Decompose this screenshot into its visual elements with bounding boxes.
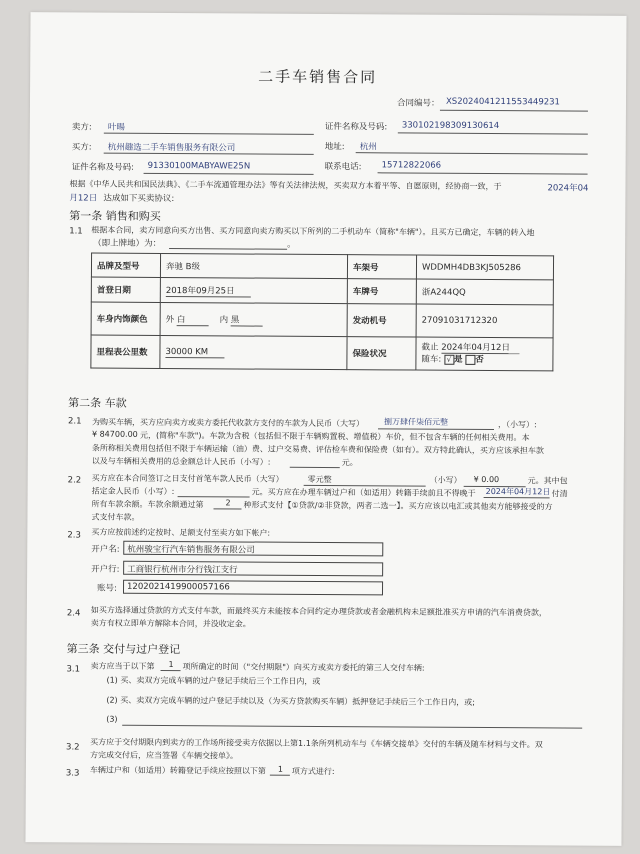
mileage-label: 里程表公里数 (91, 335, 160, 368)
p22-method: 2 (225, 498, 231, 508)
bank: 工商银行杭州市分行钱江支行 (127, 564, 238, 576)
p33-b: 项方式进行: (291, 766, 335, 777)
p11-text2-end: 。 (287, 239, 296, 250)
plate-value: 浙A244QQ (416, 279, 553, 305)
p31-no: 3.1 (66, 664, 81, 675)
p22-d: 括定金人民币（小写）: (91, 486, 175, 497)
seller-id-label: 证件名称及号码: (324, 121, 388, 133)
p21-d: 条所称相关费用包括但不限于车辆运输（油）费、过户交易费、评估检车费和保险费（如有）。双方特此确认，买方应该承担车款 (91, 443, 544, 456)
mileage-value: 30000 KM (160, 335, 347, 369)
p24-b: 卖方有权立即单方解除本合同，并没收定金。 (90, 618, 251, 629)
option-1: (1) 买、卖双方完成车辆的过户登记手续后三个工作日内，或 (106, 675, 321, 686)
p22-no: 2.2 (67, 475, 82, 486)
seller-id: 330102198309130614 (401, 120, 500, 132)
p23-text: 买方应按前述约定按时、足额支付至卖方如下帐户: (91, 527, 271, 538)
plate-label: 车牌号 (347, 279, 416, 304)
preamble-date-b: 月12日 (69, 193, 98, 204)
vehicle-table (90, 253, 554, 372)
p32-a: 买方应于交付期限内到卖方的工作场所接受卖方依据以上第1.1条所列机动车与《车辆交接单》交付的车辆及随车材料与文件。双 (90, 737, 543, 750)
contract-no-label: 合同编号： (396, 98, 440, 109)
p23-no: 2.3 (67, 530, 81, 541)
p22-date: 2024年04月12日 (485, 486, 551, 497)
p31-a: 卖方应当于以下第 (90, 661, 155, 671)
p21-amount-cn: 捌万肆仟柒佰元整 (384, 417, 449, 427)
p11-text2: （即上牌地）为： (93, 238, 162, 249)
phone: 15712822066 (381, 160, 442, 171)
article1-heading: 第一条 销售和购买 (69, 209, 161, 223)
contract-no: XS2024041211553449231 (445, 96, 561, 108)
p33-item: 1 (277, 764, 284, 774)
document-title: 二手车销售合同 (258, 67, 378, 87)
inner-color: 黑 (231, 313, 263, 326)
outer-color: 白 (177, 313, 209, 326)
engine-value: 27091031712320 (416, 304, 553, 338)
acct-name: 杭州骏宝行汽车销售服务有限公司 (127, 544, 255, 556)
p24-a: 如买方选择通过贷款的方式支付车款，而最终买方未能按本合同约定办理贷款或者金融机构未足额批准买方申请的汽车消费贷款， (90, 605, 547, 618)
acct-name-label: 开户名: (91, 544, 120, 555)
article3-heading: 第三条 交付与过户登记 (66, 642, 181, 657)
p22-c: 元。其中包 (527, 476, 568, 486)
p24-no: 2.4 (66, 608, 81, 619)
preamble-date-a: 2024年04 (547, 183, 589, 194)
acct-no: 1202021419900057166 (127, 581, 230, 593)
p21-e: 以及与车辆相关费用的总金额总计人民币（小写）: (91, 456, 271, 467)
acct-no-label: 账号: (96, 583, 117, 594)
insurance-value: 截止 2024年04月12日 随车: √ 是 否 (416, 337, 553, 371)
no-checkbox[interactable] (465, 354, 475, 364)
first-reg-label: 首登日期 (91, 277, 160, 302)
p21-a: 为购买车辆，买方应向卖方或卖方委托代收款方支付的车款为人民币（大写） (92, 417, 365, 429)
article2-heading: 第二条 车款 (68, 396, 127, 410)
vin-label: 车架号 (347, 255, 416, 279)
buyer-id-label: 证件名称及号码: (71, 162, 134, 173)
brand-value: 奔驰 B级 (160, 253, 347, 278)
address-label: 地址: (324, 141, 345, 153)
preamble-line1: 根据《中华人民共和国民法典》、《二手车流通管理办法》等有关法律法规，买卖双方本着平等、自愿原则，经协商一致，于 (69, 179, 502, 192)
phone-label: 联系电话: (324, 161, 362, 173)
vin-value: WDDMH4DB3KJ505286 (416, 255, 553, 280)
engine-label: 发动机号 (347, 304, 416, 337)
first-reg-value: 2018年09月25日 (160, 277, 347, 303)
p22-h: 种形式支付【①贷款/②非贷款，两者二选一】。买方应该以电汇或其他卖方能够接受的方 (243, 500, 553, 512)
p22-i: 式支付车款。 (91, 512, 140, 522)
p22-f: 付清 (551, 489, 568, 499)
buyer-name: 杭州趣选二手车销售服务有限公司 (107, 142, 236, 154)
p22-b: （小写） (429, 475, 462, 485)
p22-g: 所有车款余额。车款余额通过第 (91, 499, 204, 510)
color-label: 车身内饰颜色 (91, 302, 160, 335)
option-3: (3) (106, 714, 118, 724)
p22-e: 元。买方应在办理车辆过户和（如适用）转籍手续前且不得晚于 (251, 487, 476, 498)
seller-name: 叶暘 (107, 122, 125, 133)
p32-no: 3.2 (66, 742, 80, 753)
insurance-label: 保险状况 (347, 337, 416, 370)
buyer-id: 91330100MABYAWE25N (147, 160, 251, 172)
p31-b: 项所确定的时间（"交付期限"）向买方或卖方委托的第三人交付车辆: (182, 662, 425, 673)
p33-a: 车辆过户和（如适用）转籍登记手续应按照以下第 (89, 765, 266, 776)
outer-color-label: 外 (165, 314, 175, 325)
bank-label: 开户行: (91, 564, 120, 575)
yes-checkbox[interactable]: √ (444, 354, 454, 364)
p22-cn: 零元整 (307, 474, 332, 485)
seller-label: 卖方: (71, 122, 92, 133)
preamble-line2: 达成如下买卖协议: (103, 193, 175, 205)
address: 杭州 (359, 142, 377, 153)
p32-b: 方完成交付后，应当签署《车辆交接单》。 (89, 750, 239, 761)
p33-no: 3.3 (65, 768, 80, 779)
p21-b: ，（小写）: (498, 420, 537, 430)
p22-a: 买方应在本合同签订之日支付首笔车款人民币（大写） (91, 473, 284, 484)
p21-c: 元，(简称"车款")。车款为含税（包括但不限于车辆购置税、增值税）车价，但不包含车辆的任何相关费用。本 (139, 430, 530, 443)
option-2: (2) 买、卖双方完成车辆的过户登记手续以及（为买方贷款购买车辆）抵押登记手续后三个工作日内，或; (106, 695, 475, 707)
color-value (160, 302, 347, 336)
inner-color-label: 内 (219, 314, 229, 325)
buyer-label: 买方: (71, 142, 92, 153)
p21-amount: ¥ 84700.00 (91, 429, 138, 439)
p21-no: 2.1 (68, 416, 82, 427)
p31-item: 1 (168, 660, 174, 670)
p11-no: 1.1 (69, 226, 83, 237)
p22-amount: ¥ 0.00 (473, 474, 500, 485)
p11-text1: 根据本合同，卖方同意向买方出售、买方同意向卖方购买以下所列的二手机动车（简称"车辆"）。且买方已确定，车辆的转入地 (91, 225, 535, 238)
contract-page (25, 12, 626, 846)
brand-label: 品牌及型号 (91, 253, 160, 277)
p21-f: 元。 (341, 458, 358, 468)
insurance-until: 2024年04月12日 (441, 343, 520, 354)
